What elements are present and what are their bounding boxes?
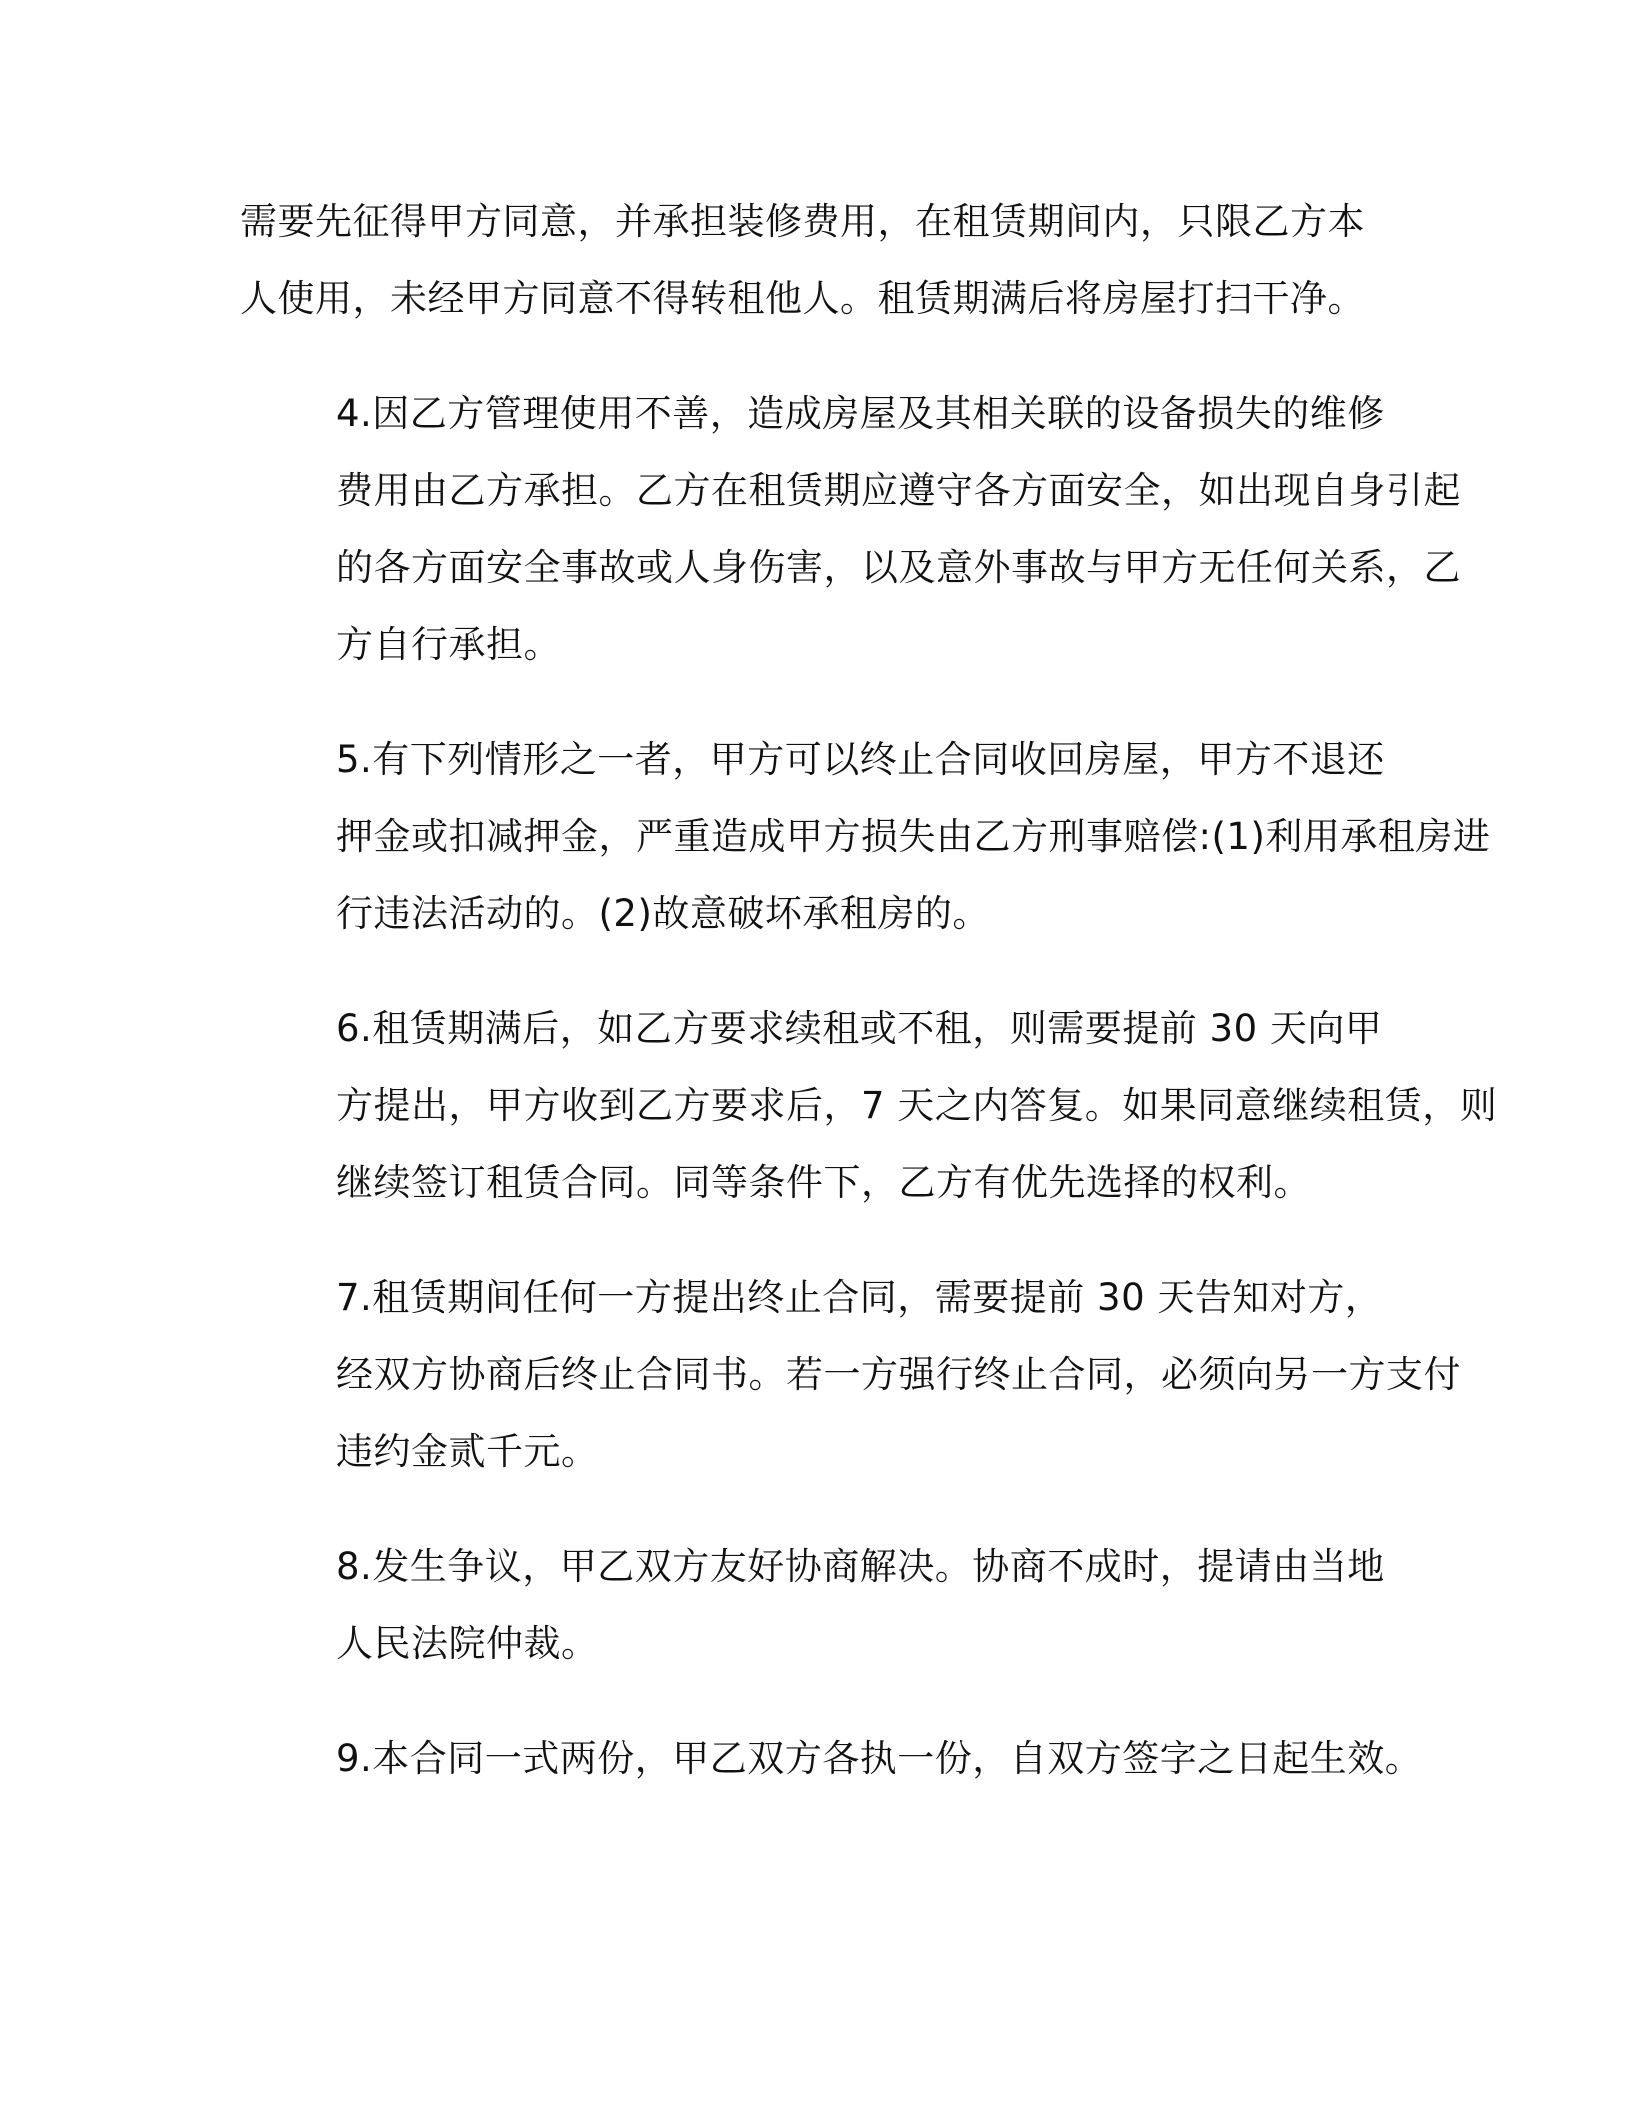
text-line: 方提出，甲方收到乙方要求后，7 天之内答复。如果同意继续租赁，则 xyxy=(336,1084,1498,1127)
text-line: 4.因乙方管理使用不善，造成房屋及其相关联的设备损失的维修 xyxy=(336,392,1385,435)
text-line: 人使用，未经甲方同意不得转租他人。租赁期满后将房屋打扫干净。 xyxy=(240,277,1365,320)
text-line: 行违法活动的。(2)故意破坏承租房的。 xyxy=(336,892,990,935)
text-line: 7.租赁期间任何一方提出终止合同，需要提前 30 天告知对方， xyxy=(336,1276,1383,1319)
text-line: 的各方面安全事故或人身伤害，以及意外事故与甲方无任何关系，乙 xyxy=(336,546,1461,589)
text-line: 6.租赁期满后，如乙方要求续租或不租，则需要提前 30 天向甲 xyxy=(336,1007,1383,1050)
text-line: 需要先征得甲方同意，并承担装修费用，在租赁期间内，只限乙方本 xyxy=(240,200,1365,243)
text-line: 费用由乙方承担。乙方在租赁期应遵守各方面安全，如出现自身引起 xyxy=(336,469,1461,512)
clause-5 xyxy=(240,721,1491,952)
text-line: 5.有下列情形之一者，甲方可以终止合同收回房屋，甲方不退还 xyxy=(336,738,1385,781)
text-line: 继续签订租赁合同。同等条件下，乙方有优先选择的权利。 xyxy=(336,1161,1311,1204)
document-body xyxy=(240,183,1498,1835)
text-line: 经双方协商后终止合同书。若一方强行终止合同，必须向另一方支付 xyxy=(336,1353,1461,1396)
text-line: 人民法院仲裁。 xyxy=(336,1622,599,1665)
text-line: 押金或扣减押金，严重造成甲方损失由乙方刑事赔偿:(1)利用承租房进 xyxy=(336,815,1491,858)
clause-9 xyxy=(240,1720,1423,1797)
paragraph-continuation xyxy=(240,183,1420,337)
clause-7 xyxy=(240,1259,1461,1490)
clause-6 xyxy=(240,990,1498,1221)
clause-4 xyxy=(240,375,1461,683)
text-line: 方自行承担。 xyxy=(336,623,561,666)
text-line: 8.发生争议，甲乙双方友好协商解决。协商不成时，提请由当地 xyxy=(336,1545,1385,1588)
text-line: 违约金贰千元。 xyxy=(336,1430,599,1473)
clause-8 xyxy=(240,1528,1420,1682)
text-line: 9.本合同一式两份，甲乙双方各执一份，自双方签字之日起生效。 xyxy=(336,1737,1423,1780)
